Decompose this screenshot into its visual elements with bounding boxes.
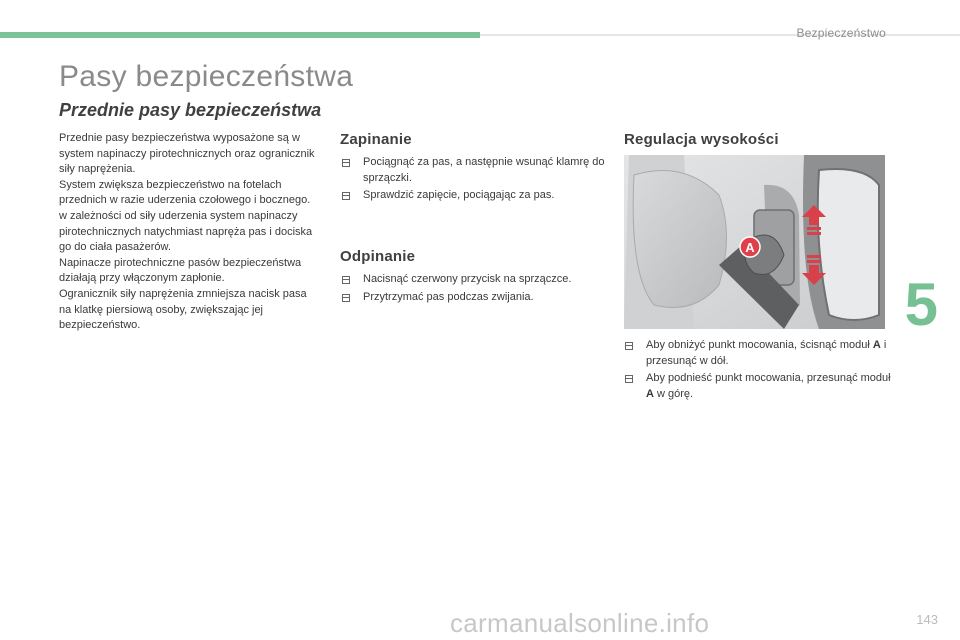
intro-paragraph: Przednie pasy bezpieczeństwa wyposażone są w system napinaczy pirotechnicznych oraz ogranicznik siły naprężenia. — [59, 132, 315, 176]
watermark: carmanualsonline.info — [450, 608, 710, 638]
intro-paragraph: System zwiększa bezpieczeństwo na fotelach przednich w razie uderzenia czołowego i bocznego. w zależności od siły uderzenia system napinaczy pirotechnicznych natychmiast napręża pas i dociska go do ciała pasażerów. — [59, 178, 313, 254]
chapter-number: 5 — [904, 271, 938, 338]
module-key: A — [872, 339, 881, 351]
checkbox-bullet-icon — [625, 375, 633, 383]
zapinanie-heading: Zapinanie — [340, 131, 412, 148]
list-item — [341, 272, 611, 288]
header-divider — [480, 34, 960, 36]
list-item — [341, 155, 606, 186]
list-item-text: Aby podnieść punkt mocowania, przesunąć moduł — [646, 372, 891, 385]
list-item-text: Aby obniżyć punkt mocowania, ścisnąć moduł — [646, 339, 873, 351]
module-key: A — [646, 387, 654, 400]
checkbox-bullet-icon — [342, 294, 350, 302]
regulacja-list — [624, 338, 899, 404]
checkbox-bullet-icon — [625, 342, 633, 350]
list-item — [624, 338, 899, 369]
intro-text — [59, 131, 321, 334]
list-item — [624, 371, 899, 402]
photo-marker-label: A — [745, 240, 755, 255]
list-item-text: Nacisnąć czerwony przycisk na sprzączce. — [363, 273, 572, 285]
list-item-text: Sprawdzić zapięcie, pociągając za pas. — [363, 189, 555, 202]
list-item — [341, 290, 611, 306]
list-item — [341, 188, 606, 204]
header-accent-bar — [0, 32, 480, 38]
odpinanie-list — [341, 272, 611, 307]
seatbelt-height-adjust-photo — [624, 155, 885, 329]
checkbox-bullet-icon — [342, 276, 350, 284]
list-item-text: Przytrzymać pas podczas zwijania. — [363, 290, 534, 303]
regulacja-heading: Regulacja wysokości — [624, 131, 779, 148]
checkbox-bullet-icon — [342, 159, 350, 167]
intro-paragraph: Napinacze pirotechniczne pasów bezpieczeństwa działają przy włączonym zapłonie. — [59, 256, 302, 285]
seatbelt-illustration — [624, 155, 885, 329]
checkbox-bullet-icon — [342, 192, 350, 200]
section-title: Przednie pasy bezpieczeństwa — [59, 100, 322, 120]
odpinanie-heading: Odpinanie — [340, 248, 416, 265]
page-title: Pasy bezpieczeństwa — [59, 60, 354, 93]
zapinanie-list — [341, 155, 606, 206]
list-item-text: w górę. — [653, 387, 694, 400]
list-item-text: Pociągnąć za pas, a następnie wsunąć klamrę do sprzączki. — [363, 156, 605, 184]
header-section-label: Bezpieczeństwo — [796, 26, 886, 40]
list-item-text: i przesunąć w dół. — [646, 339, 887, 367]
page-number: 143 — [916, 612, 938, 627]
intro-paragraph: Ogranicznik siły naprężenia zmniejsza nacisk pasa na klatkę piersiową osoby, zwiększając jej bezpieczeństwo. — [59, 287, 307, 332]
